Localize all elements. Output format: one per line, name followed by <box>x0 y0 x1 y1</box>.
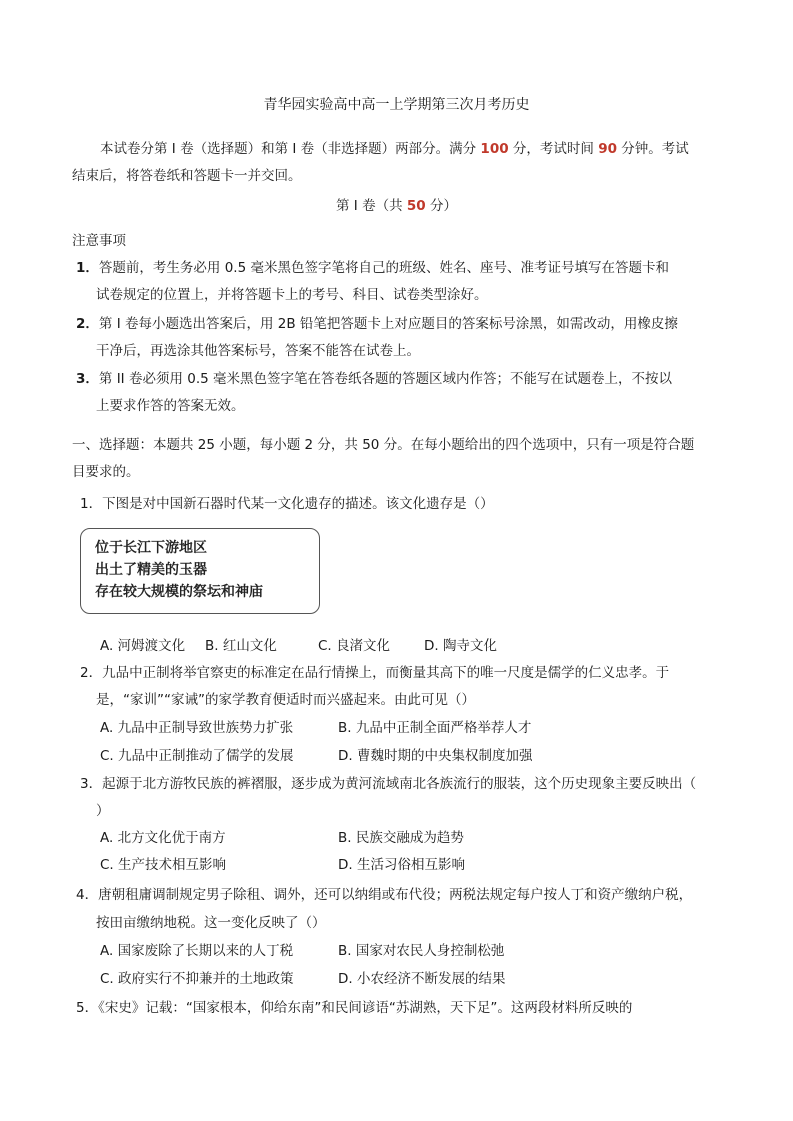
question-stem: 5．《宋史》记载：“国家根本，仰给东南”和民间谚语“苏湖熟，天下足”。这两段材料所反映的 <box>76 1000 633 1016</box>
section-points: 50 <box>406 198 426 214</box>
question-stem: 3．起源于北方游牧民族的裤褶服，逐步成为黄河流域南北各族流行的服装，这个历史现象主要反映出（ <box>80 776 697 792</box>
question-stem: 是，“家训”“家诫”的家学教育便适时而兴盛起来。由此可见（） <box>96 692 475 708</box>
notice-line: 上要求作答的答案无效。 <box>96 398 245 414</box>
notice-item <box>76 314 678 334</box>
question-stem: 1．下图是对中国新石器时代某一文化遗存的描述。该文化遗存是（） <box>80 496 494 512</box>
option-d[interactable]: D. 曹魏时期的中央集权制度加强 <box>338 748 533 764</box>
option-c[interactable]: C. 政府实行不抑兼并的土地政策 <box>100 971 294 987</box>
image-text-line: 出土了精美的玉器 <box>95 562 207 578</box>
section-suffix: 分） <box>425 198 457 214</box>
image-text-line: 位于长江下游地区 <box>95 540 207 556</box>
notice-item <box>76 258 669 278</box>
option-a[interactable]: A. 国家废除了长期以来的人丁税 <box>100 943 294 959</box>
notice-num: 3． <box>76 371 99 387</box>
option-b[interactable]: B. 红山文化 <box>205 638 277 654</box>
page-title: 青华园实验高中高一上学期第三次月考历史 <box>263 97 530 113</box>
option-a[interactable]: A. 河姆渡文化 <box>100 638 186 654</box>
notice-line: 干净后，再选涂其他答案标号，答案不能答在试卷上。 <box>96 343 420 359</box>
intro-text-a: 本试卷分第 I 卷（选择题）和第 I 卷（非选择题）两部分。满分 <box>100 141 481 157</box>
question-stem: 4．唐朝租庸调制规定男子除租、调外，还可以纳绢或布代役；两税法规定每户按人丁和资产缴纳户税， <box>76 887 693 903</box>
notice-line: 答题前，考生务必用 0.5 毫米黑色签字笔将自己的班级、姓名、座号、准考证号填写在答题卡和 <box>98 260 669 276</box>
section-prefix: 第 I 卷（共 <box>336 198 407 214</box>
intro-text-b: 分，考试时间 <box>508 141 599 157</box>
notice-item <box>76 369 672 389</box>
full-score: 100 <box>480 141 509 157</box>
option-b[interactable]: B. 民族交融成为趋势 <box>338 830 464 846</box>
option-c[interactable]: C. 生产技术相互影响 <box>100 857 227 873</box>
question-stem: ） <box>96 803 110 819</box>
option-a[interactable]: A. 九品中正制导致世族势力扩张 <box>100 720 294 736</box>
notice-line: 试卷规定的位置上，并将答题卡上的考号、科目、试卷类型涂好。 <box>96 287 488 303</box>
option-b[interactable]: B. 九品中正制全面严格举荐人才 <box>338 720 532 736</box>
intro-text-c: 分钟。考试 <box>617 141 689 157</box>
intro-line-1 <box>100 139 689 159</box>
option-b[interactable]: B. 国家对农民人身控制松弛 <box>338 943 505 959</box>
part-heading-line-1: 一、选择题：本题共 25 小题，每小题 2 分，共 50 分。在每小题给出的四个选项中，只有一项是符合题 <box>72 437 695 453</box>
notice-line: 第 II 卷必须用 0.5 毫米黑色签字笔在答卷纸各题的答题区域内作答；不能写在试题卷上，不按以 <box>98 371 673 387</box>
question-stem: 按田亩缴纳地税。这一变化反映了（） <box>96 915 326 931</box>
option-c[interactable]: C. 良渚文化 <box>318 638 391 654</box>
question-image-box <box>80 528 320 614</box>
image-text-line: 存在较大规模的祭坛和神庙 <box>95 584 263 600</box>
option-d[interactable]: D. 生活习俗相互影响 <box>338 857 465 873</box>
exam-time: 90 <box>598 141 617 157</box>
option-d[interactable]: D. 陶寺文化 <box>424 638 497 654</box>
intro-line-2: 结束后，将答卷纸和答题卡一并交回。 <box>72 168 302 184</box>
notice-heading: 注意事项 <box>72 233 126 249</box>
section-heading <box>0 196 793 216</box>
notice-line: 第 I 卷每小题选出答案后，用 2B 铅笔把答题卡上对应题目的答案标号涂黑，如需改动，用橡皮擦 <box>98 316 678 332</box>
part-heading-line-2: 目要求的。 <box>72 464 140 480</box>
option-d[interactable]: D. 小农经济不断发展的结果 <box>338 971 506 987</box>
notice-num: 2． <box>76 316 99 332</box>
option-c[interactable]: C. 九品中正制推动了儒学的发展 <box>100 748 294 764</box>
option-a[interactable]: A. 北方文化优于南方 <box>100 830 226 846</box>
question-stem: 2．九品中正制将举官察吏的标准定在品行情操上，而衡量其高下的唯一尺度是儒学的仁义忠孝。于 <box>80 665 670 681</box>
notice-num: 1． <box>76 260 99 276</box>
